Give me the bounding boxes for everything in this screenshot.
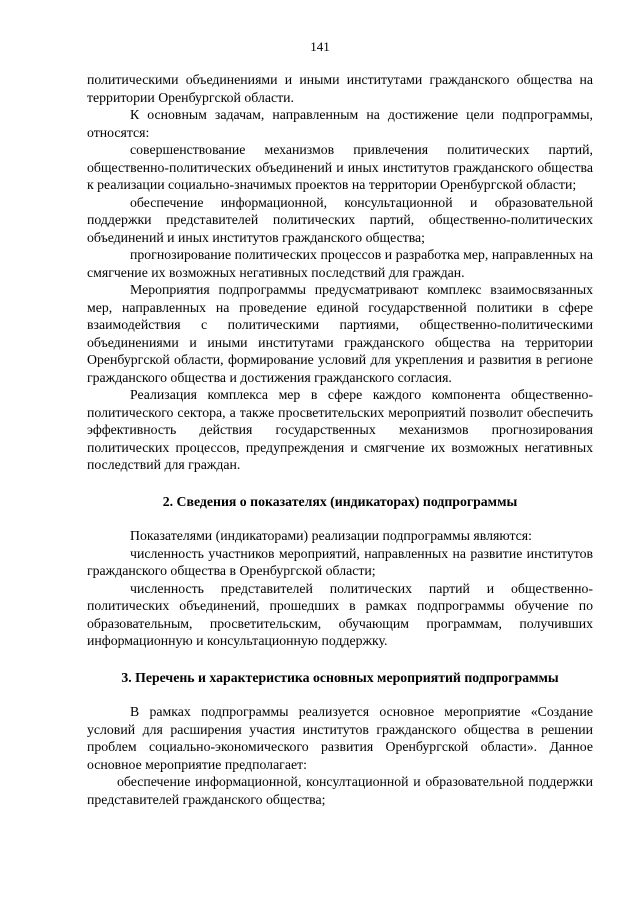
spacer [87,686,593,703]
paragraph: политическими объединениями и иными институтами гражданского общества на территории Оренбургской области. [87,72,593,105]
paragraph: Показателями (индикаторами) реализации подпрограммы являются: [130,528,532,543]
paragraph: численность представителей политических партий и общественно-политических объединений, прошедших в рамках подпрограммы обучение по образовательным, просветительским, обучающим программам, получивших информационную и консультационную поддержку. [87,580,593,648]
paragraph: В рамках подпрограммы реализуется основное мероприятие «Создание условий для расширения участия институтов гражданского общества в решении проблем социально-экономического развития Оренбургской области». Данное основное мероприятие предполагает: [87,704,593,772]
paragraph: К основным задачам, направленным на достижение цели подпрограммы, относятся: [87,107,593,140]
paragraph: Реализация комплекса мер в сфере каждого компонента общественно-политического сектора, а также просветительских мероприятий позволит обеспечить эффективность действия государственных механизмов прогнозирования политических процессов, предупреждения и смягчение их возможных негативных последствий для граждан. [87,387,593,472]
paragraph: совершенствование механизмов привлечения политических партий, общественно-политических объединений и иных институтов гражданского общества к реализации социально-значимых проектов на территории Оренбургской области; [87,142,593,192]
paragraph: прогнозирование политических процессов и разработка мер, направленных на смягчение их возможных негативных последствий для граждан. [87,247,593,280]
section-heading-indicators: 2. Сведения о показателях (индикаторах) подпрограммы [162,493,518,509]
paragraph: обеспечение информационной, консультационной и образовательной поддержки представителей политических партий, общественно-политических объединений и иных институтов гражданского общества; [87,194,593,245]
paragraph: численность участников мероприятий, направленных на развитие институтов гражданского общества в Оренбургской области; [87,545,593,578]
spacer [87,474,593,493]
paragraph: обеспечение информационной, консултационной и образовательной поддержки представителей гражданского общества; [87,774,593,807]
section-heading-activities: 3. Перечень и характеристика основных мероприятий подпрограммы [121,669,559,685]
page-number: 141 [310,39,330,54]
spacer [87,650,593,669]
spacer [87,510,593,527]
paragraph: Мероприятия подпрограммы предусматривают комплекс взаимосвязанных мер, направленных на проведение единой государственной политики в сфере взаимодействия с политическими партиями, общественно-политическими объединениями и иными институтами гражданского общества на территории Оренбургской области, формирование условий для укрепления и развития в регионе гражданского общества и достижения гражданского согласия. [87,282,593,385]
page-content [87,71,593,808]
